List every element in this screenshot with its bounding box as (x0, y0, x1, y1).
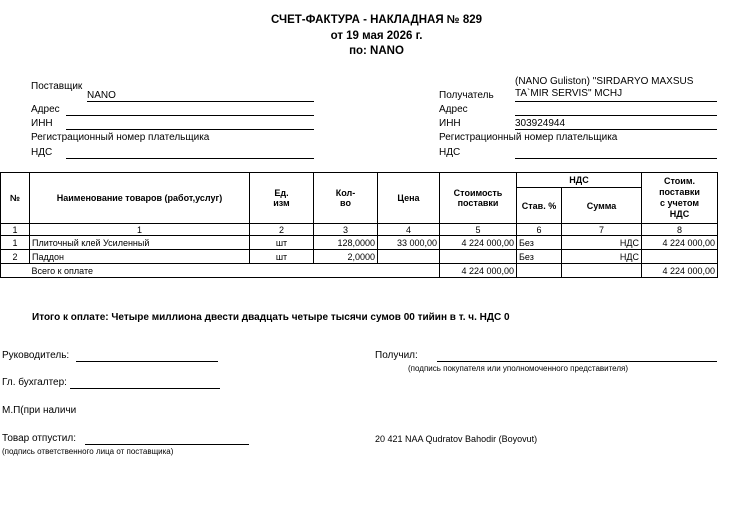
received-note: (подпись покупателя или уполномоченного представителя) (408, 364, 629, 373)
total-label: Всего к оплате (30, 264, 440, 278)
supplier-inn-label: ИНН (31, 118, 53, 129)
row-unit: шт (250, 250, 314, 264)
director-signature-line (76, 361, 218, 362)
row-num: 1 (1, 236, 30, 250)
receiver-address-line (515, 115, 717, 116)
row-cost (440, 250, 517, 264)
total-vat-rate (517, 264, 562, 278)
supplier-reg-label: Регистрационный номер плательщика (31, 132, 210, 143)
col-number-row (1, 224, 718, 236)
receiver-name-line1: (NANO Guliston) "SIRDARYO MAXSUS (515, 76, 694, 87)
row-vat-rate: Без (517, 236, 562, 250)
col-header-name: Наименование товаров (работ,услуг) (30, 173, 250, 224)
accountant-label: Гл. бухгалтер: (2, 377, 67, 388)
total-grand: 4 224 000,00 (642, 264, 718, 278)
supplier-inn-line (66, 129, 314, 130)
row-vat-rate: Без (517, 250, 562, 264)
table-row (1, 250, 718, 264)
stamp-label: М.П(при наличи (2, 405, 77, 416)
row-price: 33 000,00 (378, 236, 440, 250)
receiver-address-label: Адрес (439, 104, 468, 115)
invoice-title: СЧЕТ-ФАКТУРА - НАКЛАДНАЯ № 829 (270, 14, 483, 26)
supplier-address-line (66, 115, 314, 116)
supplier-vat-line (66, 158, 314, 159)
summary-text: Итого к оплате: Четыре миллиона двести двадцать четыре тысячи сумов 00 тийин в т. ч. НДС 0 (32, 312, 510, 323)
col-header-vat-sum: Сумма (562, 188, 642, 224)
col-header-unit: Ед. изм (250, 173, 314, 224)
col-number: 6 (517, 224, 562, 236)
receiver-label: Получатель (439, 90, 494, 101)
receiver-inn-label: ИНН (439, 118, 461, 129)
col-number: 1 (1, 224, 30, 236)
col-number: 4 (378, 224, 440, 236)
received-signature-line (437, 361, 717, 362)
invoice-contract: по: NANO (349, 45, 404, 57)
released-signature-line (85, 444, 249, 445)
released-note: (подпись ответственного лица от поставщика) (2, 447, 174, 456)
invoice-date: от 19 мая 2026 г. (330, 30, 423, 42)
receiver-person: 20 421 NAA Qudratov Bahodir (Boyovut) (375, 434, 538, 444)
row-num: 2 (1, 250, 30, 264)
row-qty: 128,0000 (314, 236, 378, 250)
total-cost: 4 224 000,00 (440, 264, 517, 278)
receiver-inn-value: 303924944 (515, 118, 566, 129)
row-name: Плиточный клей Усиленный (30, 236, 250, 250)
supplier-vat-label: НДС (31, 147, 53, 158)
col-header-total: Стоим. поставки с учетом НДС (642, 173, 718, 224)
col-number: 3 (314, 224, 378, 236)
row-name: Паддон (30, 250, 250, 264)
row-price (378, 250, 440, 264)
receiver-name-underline (515, 101, 717, 102)
col-number: 5 (440, 224, 517, 236)
col-header-cost: Стоимость поставки (440, 173, 517, 224)
receiver-inn-line (515, 129, 717, 130)
total-spacer (1, 264, 30, 278)
receiver-reg-label: Регистрационный номер плательщика (439, 132, 618, 143)
total-vat-sum (562, 264, 642, 278)
col-number: 2 (250, 224, 314, 236)
col-header-qty: Кол- во (314, 173, 378, 224)
col-header-vat-rate: Став. % (517, 188, 562, 224)
row-total: 4 224 000,00 (642, 236, 718, 250)
row-total (642, 250, 718, 264)
row-qty: 2,0000 (314, 250, 378, 264)
receiver-vat-label: НДС (439, 147, 461, 158)
supplier-address-label: Адрес (31, 104, 60, 115)
row-vat-sum: НДС (562, 250, 642, 264)
col-number: 1 (30, 224, 250, 236)
supplier-name: NANO (87, 90, 116, 101)
col-header-num: № (1, 173, 30, 224)
row-vat-sum: НДС (562, 236, 642, 250)
receiver-name-line2: TA`MIR SERVIS" MCHJ (515, 88, 623, 99)
received-label: Получил: (375, 350, 418, 361)
director-label: Руководитель: (2, 350, 70, 361)
col-header-vat: НДС (517, 173, 642, 188)
receiver-vat-line (515, 158, 717, 159)
items-table (0, 172, 718, 278)
col-number: 7 (562, 224, 642, 236)
table-row (1, 236, 718, 250)
col-number: 8 (642, 224, 718, 236)
col-header-price: Цена (378, 173, 440, 224)
total-row (1, 264, 718, 278)
supplier-label: Поставщик (31, 81, 83, 92)
accountant-signature-line (70, 388, 220, 389)
row-unit: шт (250, 236, 314, 250)
released-label: Товар отпустил: (2, 433, 76, 444)
supplier-name-line (87, 101, 314, 102)
row-cost: 4 224 000,00 (440, 236, 517, 250)
